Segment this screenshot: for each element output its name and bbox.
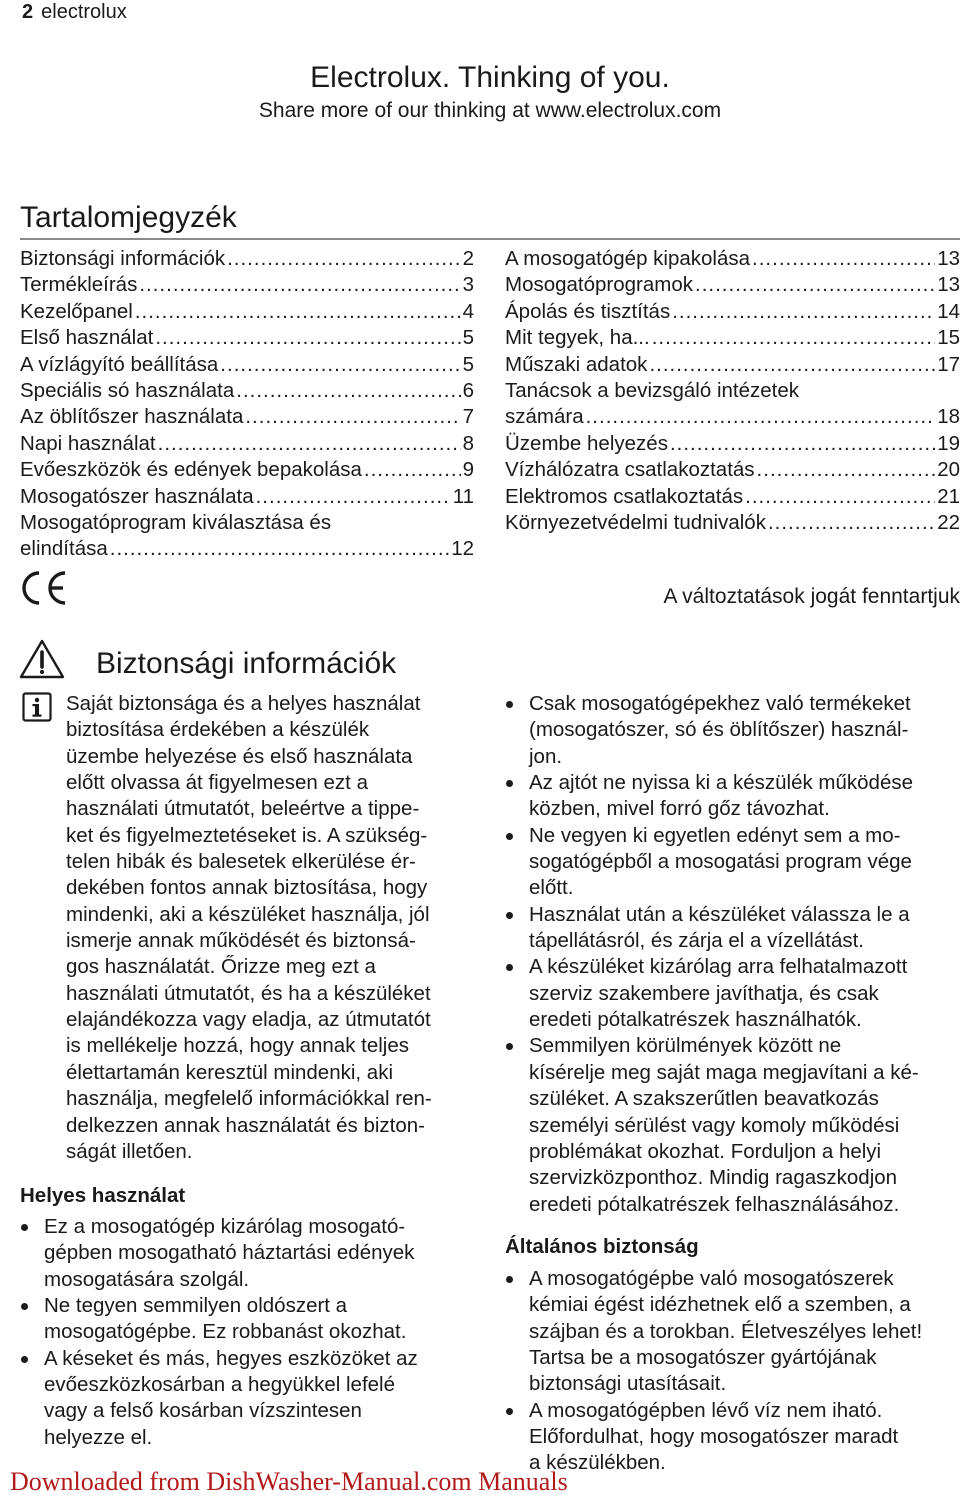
toc-entry[interactable]: Első használat ..... 5	[20, 325, 474, 351]
toc-entry[interactable]: Elektromos csatlakoztatás ..... 21	[505, 484, 960, 510]
toc-entry[interactable]: Speciális só használata ..... 6	[20, 378, 474, 404]
toc-entry[interactable]: Ápolás és tisztítás ..... 14	[505, 299, 960, 325]
list-item: Az ajtót ne nyissa ki a készülék működése közben, mivel forró gőz távozhat.	[505, 770, 960, 823]
toc-entry[interactable]: Mosogatóprogramok ..... 13	[505, 272, 960, 298]
list-item: A mosogatógépbe való mosogatószerek kémiai égést idézhetnek elő a szemben, a szájban és a torokban. Életveszélyes lehet! Tartsa be a mosogatószer gyártójának biztonsági utasításait.	[505, 1266, 960, 1398]
toc-entry[interactable]: Napi használat ..... 8	[20, 431, 474, 457]
toc-entry[interactable]: Üzembe helyezés ..... 19	[505, 431, 960, 457]
toc-title: Tartalomjegyzék	[20, 201, 237, 234]
brand-name: electrolux	[41, 1, 127, 23]
safety-intro-paragraph: Saját biztonsága és a helyes használat biztosítása érdekében a készülék üzembe helyezése és első használata előtt olvassa át figyelmesen ezt a használati útmutatót, beleértve a tippe- ket és figyelmeztetéseket is. A szükség- telen hibák és balesetek elkerülése ér- dekében fontos annak biztosítása, hogy mindenki, aki a készüléket használja, jól ismerje annak működését és biztonsá- gos használatát. Őrizze meg ezt a használati útmutatót, és ha a készüléket elajándékozza vagy eladja, az útmutatót is mellékelje hozzá, hogy annak teljes élettartamán keresztül mindenki, aki használja, megfelelő információkkal ren- delkezzen annak használatát és bizton- ságát illetően.	[66, 692, 432, 1163]
list-item: Használat után a készüléket válassza le a tápellátásról, és zárja el a vízellátást.	[505, 902, 960, 955]
bullet-list	[20, 1214, 476, 1451]
toc-left-column	[20, 246, 474, 563]
bullet-list	[505, 691, 960, 1218]
section-title: Biztonsági információk	[96, 647, 397, 680]
list-item: Ne vegyen ki egyetlen edényt sem a mo- sogatógépből a mosogatási program vége előtt.	[505, 823, 960, 902]
list-item: Semmilyen körülmények között ne kísérelje meg saját maga megjavítani a ké- szüléket. A szakszerűtlen beavatkozás személyi sérülést vagy komoly működési problémákat okozhat. Forduljon a helyi szervizközponthoz. Mindig ragaszkodjon eredeti pótalkatrészek felhasználásához.	[505, 1033, 960, 1217]
rights-reserved-note: A változtatások jogát fenntartjuk	[663, 585, 960, 608]
toc-entry[interactable]: Környezetvédelmi tudnivalók ..... 22	[505, 510, 960, 536]
toc-right-column	[505, 246, 960, 536]
page-number: 2	[22, 1, 34, 23]
list-item: A késeket és más, hegyes eszközöket az evőeszközkosárban a hegyükkel lefelé vagy a felső kosárban vízszintesen helyezze el.	[20, 1346, 476, 1451]
list-item: Ne tegyen semmilyen oldószert a mosogatógépbe. Ez robbanást okozhat.	[20, 1293, 476, 1346]
footer-download-link[interactable]: Downloaded from DishWasher-Manual.com Manuals	[10, 1467, 568, 1496]
ce-mark-icon	[20, 570, 68, 606]
subsection-heading: Helyes használat	[20, 1184, 186, 1207]
slogan-title: Electrolux. Thinking of you.	[310, 61, 670, 94]
toc-entry-multiline[interactable]: Tanácsok a bevizsgáló intézetek számára ..... 18	[505, 378, 960, 431]
warning-triangle-icon	[18, 638, 66, 680]
bullet-list	[505, 1266, 960, 1477]
list-item: Ez a mosogatógép kizárólag mosogató- gépben mosogatható háztartási edények mosogatására szolgál.	[20, 1214, 476, 1293]
toc-entry[interactable]: A mosogatógép kipakolása ..... 13	[505, 246, 960, 272]
toc-entry[interactable]: Biztonsági információk ..... 2	[20, 246, 474, 272]
toc-entry[interactable]: Mit tegyek, ha... ..... 15	[505, 325, 960, 351]
toc-entry[interactable]: Mosogatószer használata ..... 11	[20, 484, 474, 510]
list-item: Csak mosogatógépekhez való termékeket (mosogatószer, só és öblítőszer) használ- jon.	[505, 691, 960, 770]
toc-entry-multiline[interactable]: Mosogatóprogram kiválasztása és elindítása ..... 12	[20, 510, 474, 563]
slogan-share-link[interactable]: Share more of our thinking at www.electrolux.com	[258, 99, 722, 122]
toc-entry[interactable]: Az öblítőszer használata ..... 7	[20, 404, 474, 430]
toc-entry[interactable]: Vízhálózatra csatlakoztatás ..... 20	[505, 457, 960, 483]
subsection-heading: Általános biztonság	[505, 1235, 699, 1258]
list-item: A mosogatógépben lévő víz nem iható. Előfordulhat, hogy mosogatószer maradt a készülékben.	[505, 1398, 960, 1477]
list-item: A készüléket kizárólag arra felhatalmazott szerviz szakembere javíthatja, és csak eredeti pótalkatrészek használhatók.	[505, 954, 960, 1033]
toc-divider	[20, 238, 960, 240]
page-header	[22, 0, 127, 24]
info-icon	[22, 692, 52, 722]
toc-entry[interactable]: Termékleírás ..... 3	[20, 272, 474, 298]
toc-entry[interactable]: Kezelőpanel ..... 4	[20, 299, 474, 325]
toc-entry[interactable]: Evőeszközök és edények bepakolása ..... 9	[20, 457, 474, 483]
toc-entry[interactable]: Műszaki adatok ..... 17	[505, 352, 960, 378]
toc-entry[interactable]: A vízlágyító beállítása ..... 5	[20, 352, 474, 378]
